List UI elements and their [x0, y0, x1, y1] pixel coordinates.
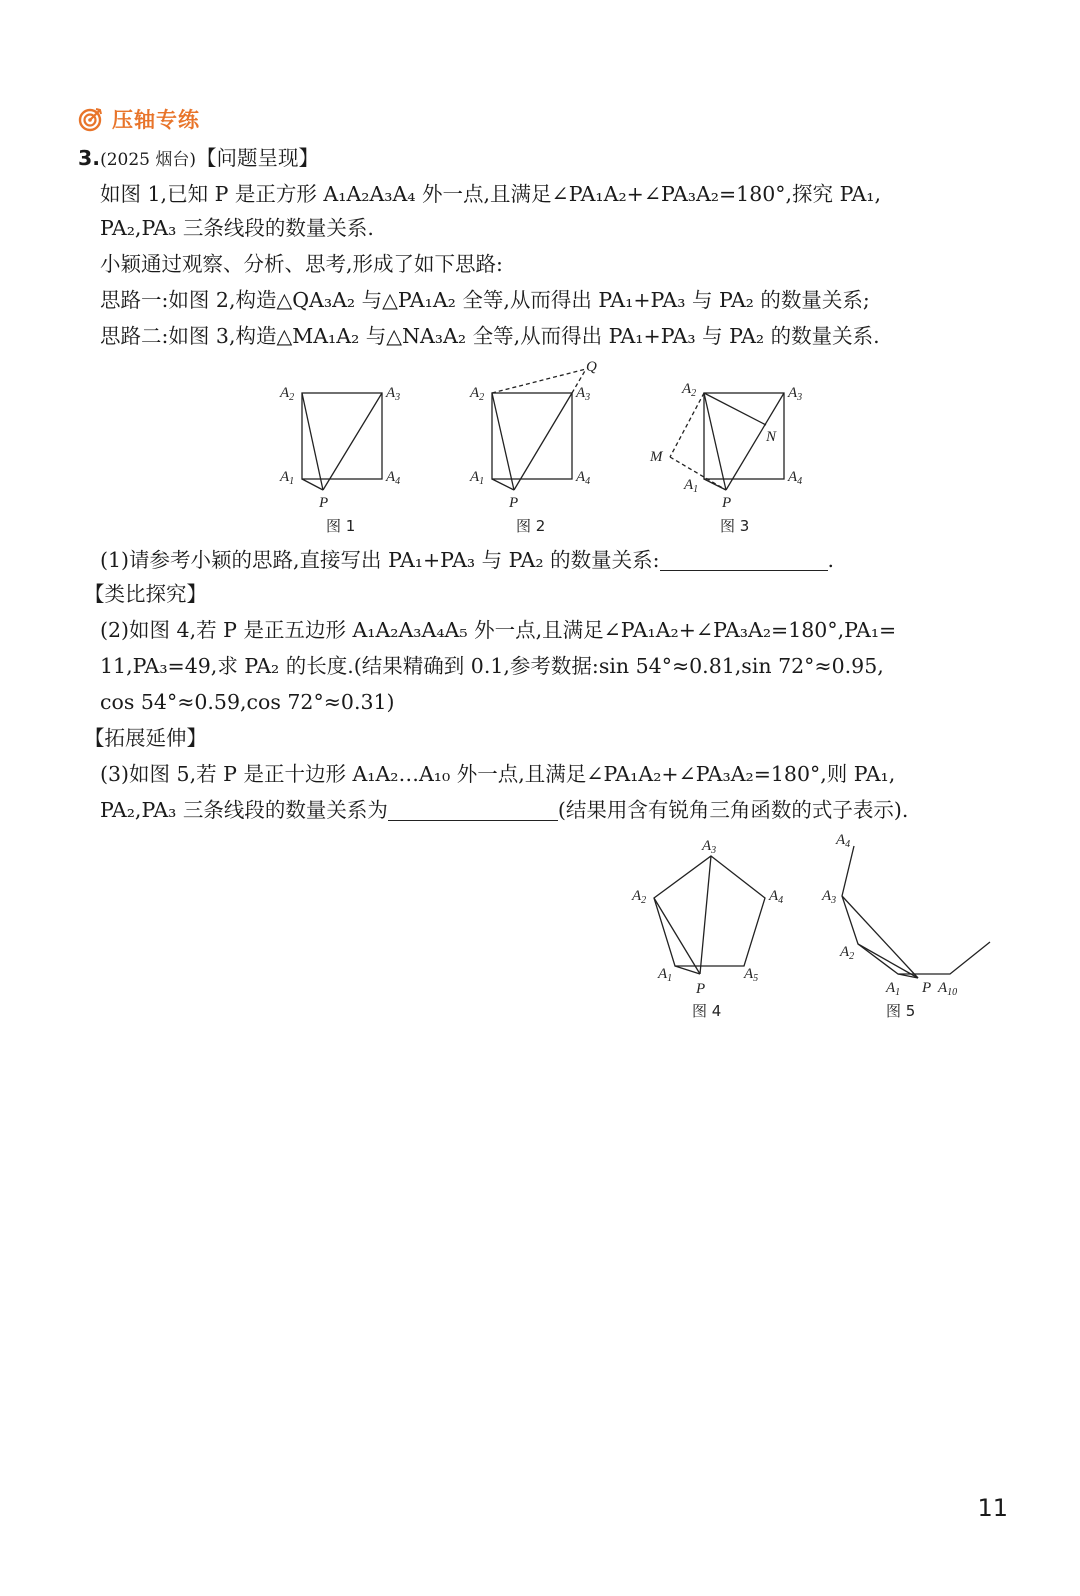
intro-line-2: PA₂,PA₃ 三条线段的数量关系.	[100, 216, 374, 240]
answer-blank-1[interactable]	[660, 550, 828, 571]
question-2-line-3: cos 54°≈0.59,cos 72°≈0.31)	[100, 690, 395, 714]
figure-5-caption: 图 5	[886, 1002, 916, 1020]
svg-text:Q: Q	[586, 359, 597, 375]
question-3-line-1: (3)如图 5,若 P 是正十边形 A₁A₂…A₁₀ 外一点,且满足∠PA₁A₂+∠PA₃A₂=180°,则 PA₁,	[100, 762, 896, 786]
svg-text:P: P	[319, 495, 329, 511]
svg-text:A4: $A_4$	[788, 469, 803, 487]
question-3-text: PA₂,PA₃ 三条线段的数量关系为	[100, 798, 388, 822]
section-title: 压轴专练	[112, 108, 200, 132]
svg-text:A2: $A_2$	[470, 385, 485, 403]
tag-extend: 【拓展延伸】	[84, 726, 207, 750]
problem-header	[78, 144, 319, 174]
question-1	[100, 546, 834, 574]
figure-4-diagram	[654, 856, 765, 974]
svg-text:A1: $A_1$	[658, 966, 673, 984]
svg-text:A2: $A_2$	[280, 385, 295, 403]
answer-blank-3[interactable]	[388, 800, 558, 821]
svg-text:A1: $A_1$	[470, 469, 485, 487]
figure-2-diagram	[492, 369, 586, 490]
svg-text:A2: $A_2$	[840, 944, 855, 962]
svg-text:P: P	[696, 981, 706, 997]
svg-text:P: P	[922, 980, 932, 996]
svg-text:A3: $A_3$	[822, 888, 837, 906]
idea-2: 思路二:如图 3,构造△MA₁A₂ 与△NA₃A₂ 全等,从而得出 PA₁+PA₃ 与 PA₂ 的数量关系.	[100, 324, 880, 348]
svg-text:N: N	[766, 429, 777, 445]
svg-text:A2: $A_2$	[682, 381, 697, 399]
svg-text:A10: $A_{10}$	[938, 980, 958, 998]
figure-4-caption: 图 4	[692, 1002, 722, 1020]
svg-text:A3: $A_3$	[386, 385, 401, 403]
target-icon	[78, 106, 104, 132]
idea-1: 思路一:如图 2,构造△QA₃A₂ 与△PA₁A₂ 全等,从而得出 PA₁+PA₃ 与 PA₂ 的数量关系;	[100, 288, 870, 312]
svg-text:A3: $A_3$	[788, 385, 803, 403]
svg-text:A4: $A_4$	[576, 469, 591, 487]
question-1-text: (1)请参考小颖的思路,直接写出 PA₁+PA₃ 与 PA₂ 的数量关系:	[100, 548, 660, 572]
svg-text:A5: $A_5$	[744, 966, 759, 984]
svg-text:A4: $A_4$	[386, 469, 401, 487]
svg-text:A1: $A_1$	[684, 477, 699, 495]
figure-2-caption: 图 2	[516, 517, 546, 535]
svg-text:A1: $A_1$	[280, 469, 295, 487]
intro-line-3: 小颖通过观察、分析、思考,形成了如下思路:	[100, 252, 503, 276]
svg-text:A4: $A_4$	[769, 888, 784, 906]
svg-text:A3: $A_3$	[576, 385, 591, 403]
svg-text:P: P	[509, 495, 519, 511]
intro-line-1: 如图 1,已知 P 是正方形 A₁A₂A₃A₄ 外一点,且满足∠PA₁A₂+∠PA₃A₂=180°,探究 PA₁,	[100, 182, 882, 206]
svg-text:A4: $A_4$	[836, 832, 851, 850]
figures-4-5	[620, 826, 1010, 1026]
svg-text:P: P	[722, 495, 732, 511]
section-heading	[78, 104, 200, 134]
figure-3-caption: 图 3	[720, 517, 750, 535]
question-3-end: (结果用含有锐角三角函数的式子表示).	[557, 798, 909, 822]
question-2-line-1: (2)如图 4,若 P 是正五边形 A₁A₂A₃A₄A₅ 外一点,且满足∠PA₁A₂+∠PA₃A₂=180°,PA₁=	[100, 618, 897, 642]
figures-1-3	[260, 355, 840, 540]
figure-5-diagram	[842, 846, 990, 978]
question-1-end: .	[827, 548, 835, 572]
figure-1-caption: 图 1	[326, 517, 356, 535]
tag-intro: 【问题呈现】	[196, 146, 319, 170]
svg-text:M: M	[650, 449, 663, 465]
tag-analogy: 【类比探究】	[84, 582, 207, 606]
question-2-line-2: 11,PA₃=49,求 PA₂ 的长度.(结果精确到 0.1,参考数据:sin 54°≈0.81,sin 72°≈0.95,	[100, 654, 884, 678]
question-3-line-2	[100, 796, 908, 824]
svg-text:A3: $A_3$	[702, 838, 717, 856]
figure-1-diagram	[302, 393, 382, 490]
page-number: 11	[977, 1494, 1008, 1522]
problem-source: (2025 烟台)	[100, 150, 196, 170]
svg-text:A1: $A_1$	[886, 980, 901, 998]
problem-number: 3.	[78, 146, 101, 170]
svg-text:A2: $A_2$	[632, 888, 647, 906]
